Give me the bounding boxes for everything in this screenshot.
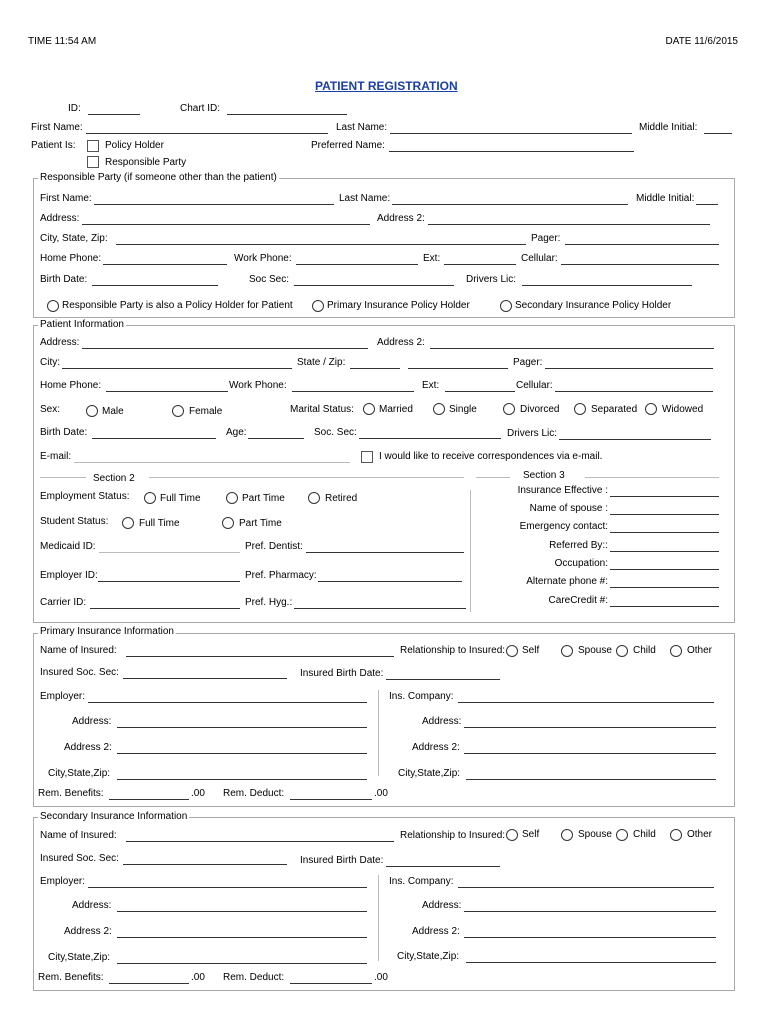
first-name-field[interactable] — [86, 133, 328, 134]
primary-rem-deduct-field[interactable] — [290, 799, 372, 800]
marital-single-label: Single — [449, 404, 477, 415]
resp-also-policy-holder-label: Responsible Party is also a Policy Holder for Patient — [62, 300, 293, 311]
id-field[interactable] — [88, 114, 140, 115]
pref-hyg-label: Pref. Hyg.: — [245, 597, 293, 608]
patient-address-label: Address: — [40, 337, 80, 348]
section-divider — [470, 490, 471, 612]
patient-address2-label: Address 2: — [377, 337, 425, 348]
secondary-address-label: Address: — [72, 900, 112, 911]
patient-soc-sec-label: Soc. Sec: — [314, 427, 357, 438]
primary-other-label: Other — [687, 645, 713, 656]
insurance-effective-label: Insurance Effective : — [517, 485, 608, 496]
time-stamp: TIME 11:54 AM — [28, 36, 97, 47]
secondary-policy-holder-label: Secondary Insurance Policy Holder — [515, 300, 672, 311]
primary-name-of-insured-field[interactable] — [126, 656, 394, 657]
primary-ins-address-label: Address: — [422, 716, 462, 727]
medicaid-id-label: Medicaid ID: — [40, 541, 96, 552]
primary-address-label: Address: — [72, 716, 112, 727]
resp-last-name-label: Last Name: — [339, 193, 391, 204]
section3-rule-left — [476, 477, 510, 478]
primary-self-label: Self — [522, 645, 540, 656]
secondary-ins-city-state-zip-label: City,State,Zip: — [397, 951, 460, 962]
student-full-time-label: Full Time — [139, 518, 180, 529]
primary-rem-benefits-field[interactable] — [109, 799, 189, 800]
secondary-rem-benefits-field[interactable] — [109, 983, 189, 984]
secondary-rem-benefits-label: Rem. Benefits: — [38, 972, 104, 983]
patient-cellular-field[interactable] — [555, 391, 713, 392]
chart-id-label: Chart ID: — [180, 103, 221, 114]
name-of-spouse-field[interactable] — [610, 514, 719, 515]
resp-middle-initial-label: Middle Initial: — [636, 193, 695, 204]
sex-female-label: Female — [189, 406, 223, 417]
marital-married-label: Married — [379, 404, 413, 415]
patient-age-field[interactable] — [248, 438, 304, 439]
patient-birth-date-field[interactable] — [92, 438, 216, 439]
primary-rem-benefits-label: Rem. Benefits: — [38, 788, 104, 799]
secondary-address2-label: Address 2: — [64, 926, 112, 937]
resp-soc-sec-label: Soc Sec: — [249, 274, 290, 285]
resp-address-field[interactable] — [82, 224, 370, 225]
responsible-party-section-title: Responsible Party (if someone other than the patient) — [40, 172, 277, 183]
primary-self-radio[interactable] — [506, 645, 518, 657]
emergency-contact-label: Emergency contact: — [519, 521, 608, 532]
secondary-ins-address-field[interactable] — [464, 911, 716, 912]
section2-title: Section 2 — [93, 473, 135, 484]
secondary-ins-address2-field[interactable] — [464, 937, 716, 938]
patient-home-phone-label: Home Phone: — [40, 380, 102, 391]
secondary-rem-deduct-field[interactable] — [290, 983, 372, 984]
secondary-insured-birth-date-label: Insured Birth Date: — [300, 855, 384, 866]
primary-address-field[interactable] — [117, 727, 367, 728]
section3-title: Section 3 — [523, 470, 565, 481]
patient-city-label: City: — [40, 357, 60, 368]
resp-last-name-field[interactable] — [392, 204, 628, 205]
resp-address2-label: Address 2: — [377, 213, 425, 224]
chart-id-field[interactable] — [227, 114, 347, 115]
insurance-effective-field[interactable] — [610, 496, 719, 497]
occupation-field[interactable] — [610, 569, 719, 570]
primary-insurance-title: Primary Insurance Information — [40, 626, 174, 637]
secondary-other-radio[interactable] — [670, 829, 682, 841]
patient-information-section — [33, 325, 735, 623]
secondary-spouse-label: Spouse — [578, 829, 612, 840]
student-status-label: Student Status: — [40, 516, 109, 527]
alternate-phone-field[interactable] — [610, 587, 719, 588]
marital-single-radio[interactable] — [433, 403, 445, 415]
secondary-self-label: Self — [522, 829, 540, 840]
resp-first-name-field[interactable] — [94, 204, 334, 205]
student-part-time-radio[interactable] — [222, 517, 234, 529]
employment-part-time-radio[interactable] — [226, 492, 238, 504]
secondary-rem-benefits-cents: .00 — [191, 972, 205, 983]
primary-ins-address2-label: Address 2: — [412, 742, 460, 753]
patient-pager-field[interactable] — [545, 368, 713, 369]
primary-city-state-zip-label: City,State,Zip: — [48, 768, 111, 779]
section2-rule-left — [40, 477, 86, 478]
patient-age-label: Age: — [226, 427, 247, 438]
student-full-time-radio[interactable] — [122, 517, 134, 529]
email-correspondence-checkbox[interactable] — [361, 451, 373, 463]
preferred-name-label: Preferred Name: — [311, 140, 385, 151]
resp-cellular-field[interactable] — [561, 264, 719, 265]
patient-state-field[interactable] — [350, 368, 400, 369]
secondary-ins-address-label: Address: — [422, 900, 462, 911]
secondary-employer-field[interactable] — [88, 887, 367, 888]
secondary-policy-holder-radio[interactable] — [500, 300, 512, 312]
carecredit-field[interactable] — [610, 606, 719, 607]
primary-ins-city-state-zip-field[interactable] — [466, 779, 716, 780]
secondary-rem-deduct-label: Rem. Deduct: — [223, 972, 285, 983]
last-name-field[interactable] — [390, 133, 632, 134]
marital-divorced-radio[interactable] — [503, 403, 515, 415]
secondary-insurance-section — [33, 817, 735, 991]
secondary-ins-company-label: Ins. Company: — [389, 876, 454, 887]
medicaid-id-field[interactable] — [99, 552, 240, 553]
carrier-id-label: Carrier ID: — [40, 597, 87, 608]
sex-label: Sex: — [40, 404, 61, 415]
secondary-self-radio[interactable] — [506, 829, 518, 841]
marital-married-radio[interactable] — [363, 403, 375, 415]
primary-ins-address2-field[interactable] — [464, 753, 716, 754]
employment-retired-label: Retired — [325, 493, 358, 504]
pref-pharmacy-label: Pref. Pharmacy: — [245, 570, 317, 581]
policy-holder-label: Policy Holder — [105, 140, 164, 151]
carecredit-label: CareCredit #: — [548, 595, 608, 606]
employment-status-label: Employment Status: — [40, 491, 130, 502]
secondary-child-radio[interactable] — [616, 829, 628, 841]
pref-hyg-field[interactable] — [294, 608, 466, 609]
primary-ins-city-state-zip-label: City,State,Zip: — [398, 768, 461, 779]
primary-employer-label: Employer: — [40, 691, 86, 702]
primary-spouse-label: Spouse — [578, 645, 612, 656]
occupation-label: Occupation: — [554, 558, 608, 569]
patient-cellular-label: Cellular: — [516, 380, 553, 391]
preferred-name-field[interactable] — [389, 151, 634, 152]
secondary-ins-address2-label: Address 2: — [412, 926, 460, 937]
resp-drivers-lic-field[interactable] — [522, 285, 692, 286]
marital-separated-label: Separated — [591, 404, 638, 415]
employment-full-time-radio[interactable] — [144, 492, 156, 504]
resp-work-phone-field[interactable] — [296, 264, 418, 265]
primary-child-label: Child — [633, 645, 656, 656]
resp-birth-date-field[interactable] — [92, 285, 218, 286]
resp-pager-label: Pager: — [531, 233, 561, 244]
patient-is-label: Patient Is: — [31, 140, 76, 151]
patient-work-phone-label: Work Phone: — [229, 380, 287, 391]
patient-address-field[interactable] — [82, 348, 368, 349]
patient-ext-label: Ext: — [422, 380, 440, 391]
marital-separated-radio[interactable] — [574, 403, 586, 415]
resp-home-phone-field[interactable] — [103, 264, 227, 265]
primary-city-state-zip-field[interactable] — [117, 779, 367, 780]
patient-pager-label: Pager: — [513, 357, 543, 368]
pref-dentist-field[interactable] — [306, 552, 464, 553]
patient-soc-sec-field[interactable] — [359, 438, 501, 439]
primary-rem-deduct-cents: .00 — [374, 788, 388, 799]
resp-ext-label: Ext: — [423, 253, 441, 264]
employer-id-label: Employer ID: — [40, 570, 98, 581]
patient-zip-field[interactable] — [408, 368, 508, 369]
patient-ext-field[interactable] — [445, 391, 515, 392]
secondary-name-of-insured-field[interactable] — [126, 841, 394, 842]
primary-address2-field[interactable] — [117, 753, 367, 754]
primary-ins-company-label: Ins. Company: — [389, 691, 454, 702]
secondary-divider — [378, 875, 379, 961]
primary-employer-field[interactable] — [88, 702, 367, 703]
patient-state-zip-label: State / Zip: — [297, 357, 346, 368]
id-label: ID: — [68, 103, 81, 114]
page-title: PATIENT REGISTRATION — [315, 79, 458, 93]
resp-work-phone-label: Work Phone: — [234, 253, 292, 264]
primary-insured-birth-date-label: Insured Birth Date: — [300, 668, 384, 679]
student-part-time-label: Part Time — [239, 518, 282, 529]
patient-work-phone-field[interactable] — [292, 391, 414, 392]
email-field[interactable] — [74, 462, 350, 463]
resp-address-label: Address: — [40, 213, 80, 224]
email-label: E-mail: — [40, 451, 72, 462]
resp-cellular-label: Cellular: — [521, 253, 558, 264]
employment-retired-radio[interactable] — [308, 492, 320, 504]
patient-drivers-lic-field[interactable] — [559, 439, 711, 440]
section3-rule-right — [585, 477, 719, 478]
resp-home-phone-label: Home Phone: — [40, 253, 102, 264]
responsible-party-label: Responsible Party — [105, 157, 187, 168]
resp-first-name-label: First Name: — [40, 193, 92, 204]
resp-birth-date-label: Birth Date: — [40, 274, 88, 285]
patient-birth-date-label: Birth Date: — [40, 427, 88, 438]
secondary-name-of-insured-label: Name of Insured: — [40, 830, 117, 841]
email-correspondence-label: I would like to receive correspondences via e-mail. — [379, 451, 603, 462]
policy-holder-checkbox[interactable] — [87, 140, 99, 152]
date-stamp: DATE 11/6/2015 — [665, 36, 738, 47]
resp-city-state-zip-label: City, State, Zip: — [40, 233, 108, 244]
primary-insured-soc-sec-field[interactable] — [123, 678, 287, 679]
patient-city-field[interactable] — [62, 368, 292, 369]
primary-rem-deduct-label: Rem. Deduct: — [223, 788, 285, 799]
employment-full-time-label: Full Time — [160, 493, 201, 504]
primary-child-radio[interactable] — [616, 645, 628, 657]
marital-status-label: Marital Status: — [290, 404, 354, 415]
resp-address2-field[interactable] — [428, 224, 710, 225]
primary-policy-holder-radio[interactable] — [312, 300, 324, 312]
carrier-id-field[interactable] — [90, 608, 240, 609]
secondary-employer-label: Employer: — [40, 876, 86, 887]
referred-by-label: Referred By:: — [549, 540, 608, 551]
marital-widowed-radio[interactable] — [645, 403, 657, 415]
patient-home-phone-field[interactable] — [106, 391, 228, 392]
resp-pager-field[interactable] — [565, 244, 719, 245]
name-of-spouse-label: Name of spouse : — [529, 503, 608, 514]
primary-insured-birth-date-field[interactable] — [386, 679, 500, 680]
resp-city-state-zip-field[interactable] — [116, 244, 526, 245]
primary-other-radio[interactable] — [670, 645, 682, 657]
patient-drivers-lic-label: Drivers Lic: — [507, 428, 558, 439]
secondary-address2-field[interactable] — [117, 937, 367, 938]
primary-policy-holder-label: Primary Insurance Policy Holder — [327, 300, 470, 311]
secondary-insurance-title: Secondary Insurance Information — [40, 811, 188, 822]
sex-male-label: Male — [102, 406, 124, 417]
alternate-phone-label: Alternate phone #: — [526, 576, 608, 587]
primary-ins-address-field[interactable] — [464, 727, 716, 728]
resp-soc-sec-field[interactable] — [294, 285, 454, 286]
primary-address2-label: Address 2: — [64, 742, 112, 753]
employment-part-time-label: Part Time — [242, 493, 285, 504]
sex-male-radio[interactable] — [86, 405, 98, 417]
patient-address2-field[interactable] — [430, 348, 714, 349]
pref-pharmacy-field[interactable] — [318, 581, 462, 582]
patient-information-title: Patient Information — [40, 319, 124, 330]
section2-rule-right — [149, 477, 464, 478]
employer-id-field[interactable] — [98, 581, 240, 582]
marital-divorced-label: Divorced — [520, 404, 560, 415]
primary-spouse-radio[interactable] — [561, 645, 573, 657]
last-name-label: Last Name: — [336, 122, 388, 133]
secondary-city-state-zip-label: City,State,Zip: — [48, 952, 111, 963]
marital-widowed-label: Widowed — [662, 404, 704, 415]
secondary-city-state-zip-field[interactable] — [117, 963, 367, 964]
secondary-insured-birth-date-field[interactable] — [386, 866, 500, 867]
primary-divider — [378, 690, 379, 776]
primary-relationship-label: Relationship to Insured: — [400, 645, 506, 656]
secondary-ins-company-field[interactable] — [458, 887, 714, 888]
emergency-contact-field[interactable] — [610, 532, 719, 533]
secondary-insured-soc-sec-field[interactable] — [123, 864, 287, 865]
resp-ext-field[interactable] — [444, 264, 516, 265]
primary-name-of-insured-label: Name of Insured: — [40, 645, 117, 656]
secondary-rem-deduct-cents: .00 — [374, 972, 388, 983]
secondary-relationship-label: Relationship to Insured: — [400, 830, 506, 841]
pref-dentist-label: Pref. Dentist: — [245, 541, 303, 552]
secondary-child-label: Child — [633, 829, 656, 840]
middle-initial-label: Middle Initial: — [639, 122, 698, 133]
resp-drivers-lic-label: Drivers Lic: — [466, 274, 517, 285]
secondary-spouse-radio[interactable] — [561, 829, 573, 841]
resp-also-policy-holder-radio[interactable] — [47, 300, 59, 312]
resp-middle-initial-field[interactable] — [696, 204, 718, 205]
middle-initial-field[interactable] — [704, 133, 732, 134]
primary-insurance-section — [33, 633, 735, 807]
primary-ins-company-field[interactable] — [458, 702, 714, 703]
primary-insured-soc-sec-label: Insured Soc. Sec: — [40, 667, 119, 678]
primary-rem-benefits-cents: .00 — [191, 788, 205, 799]
responsible-party-checkbox[interactable] — [87, 156, 99, 168]
secondary-ins-city-state-zip-field[interactable] — [466, 962, 716, 963]
first-name-label: First Name: — [31, 122, 83, 133]
sex-female-radio[interactable] — [172, 405, 184, 417]
referred-by-field[interactable] — [610, 551, 719, 552]
secondary-address-field[interactable] — [117, 911, 367, 912]
secondary-insured-soc-sec-label: Insured Soc. Sec: — [40, 853, 119, 864]
secondary-other-label: Other — [687, 829, 713, 840]
